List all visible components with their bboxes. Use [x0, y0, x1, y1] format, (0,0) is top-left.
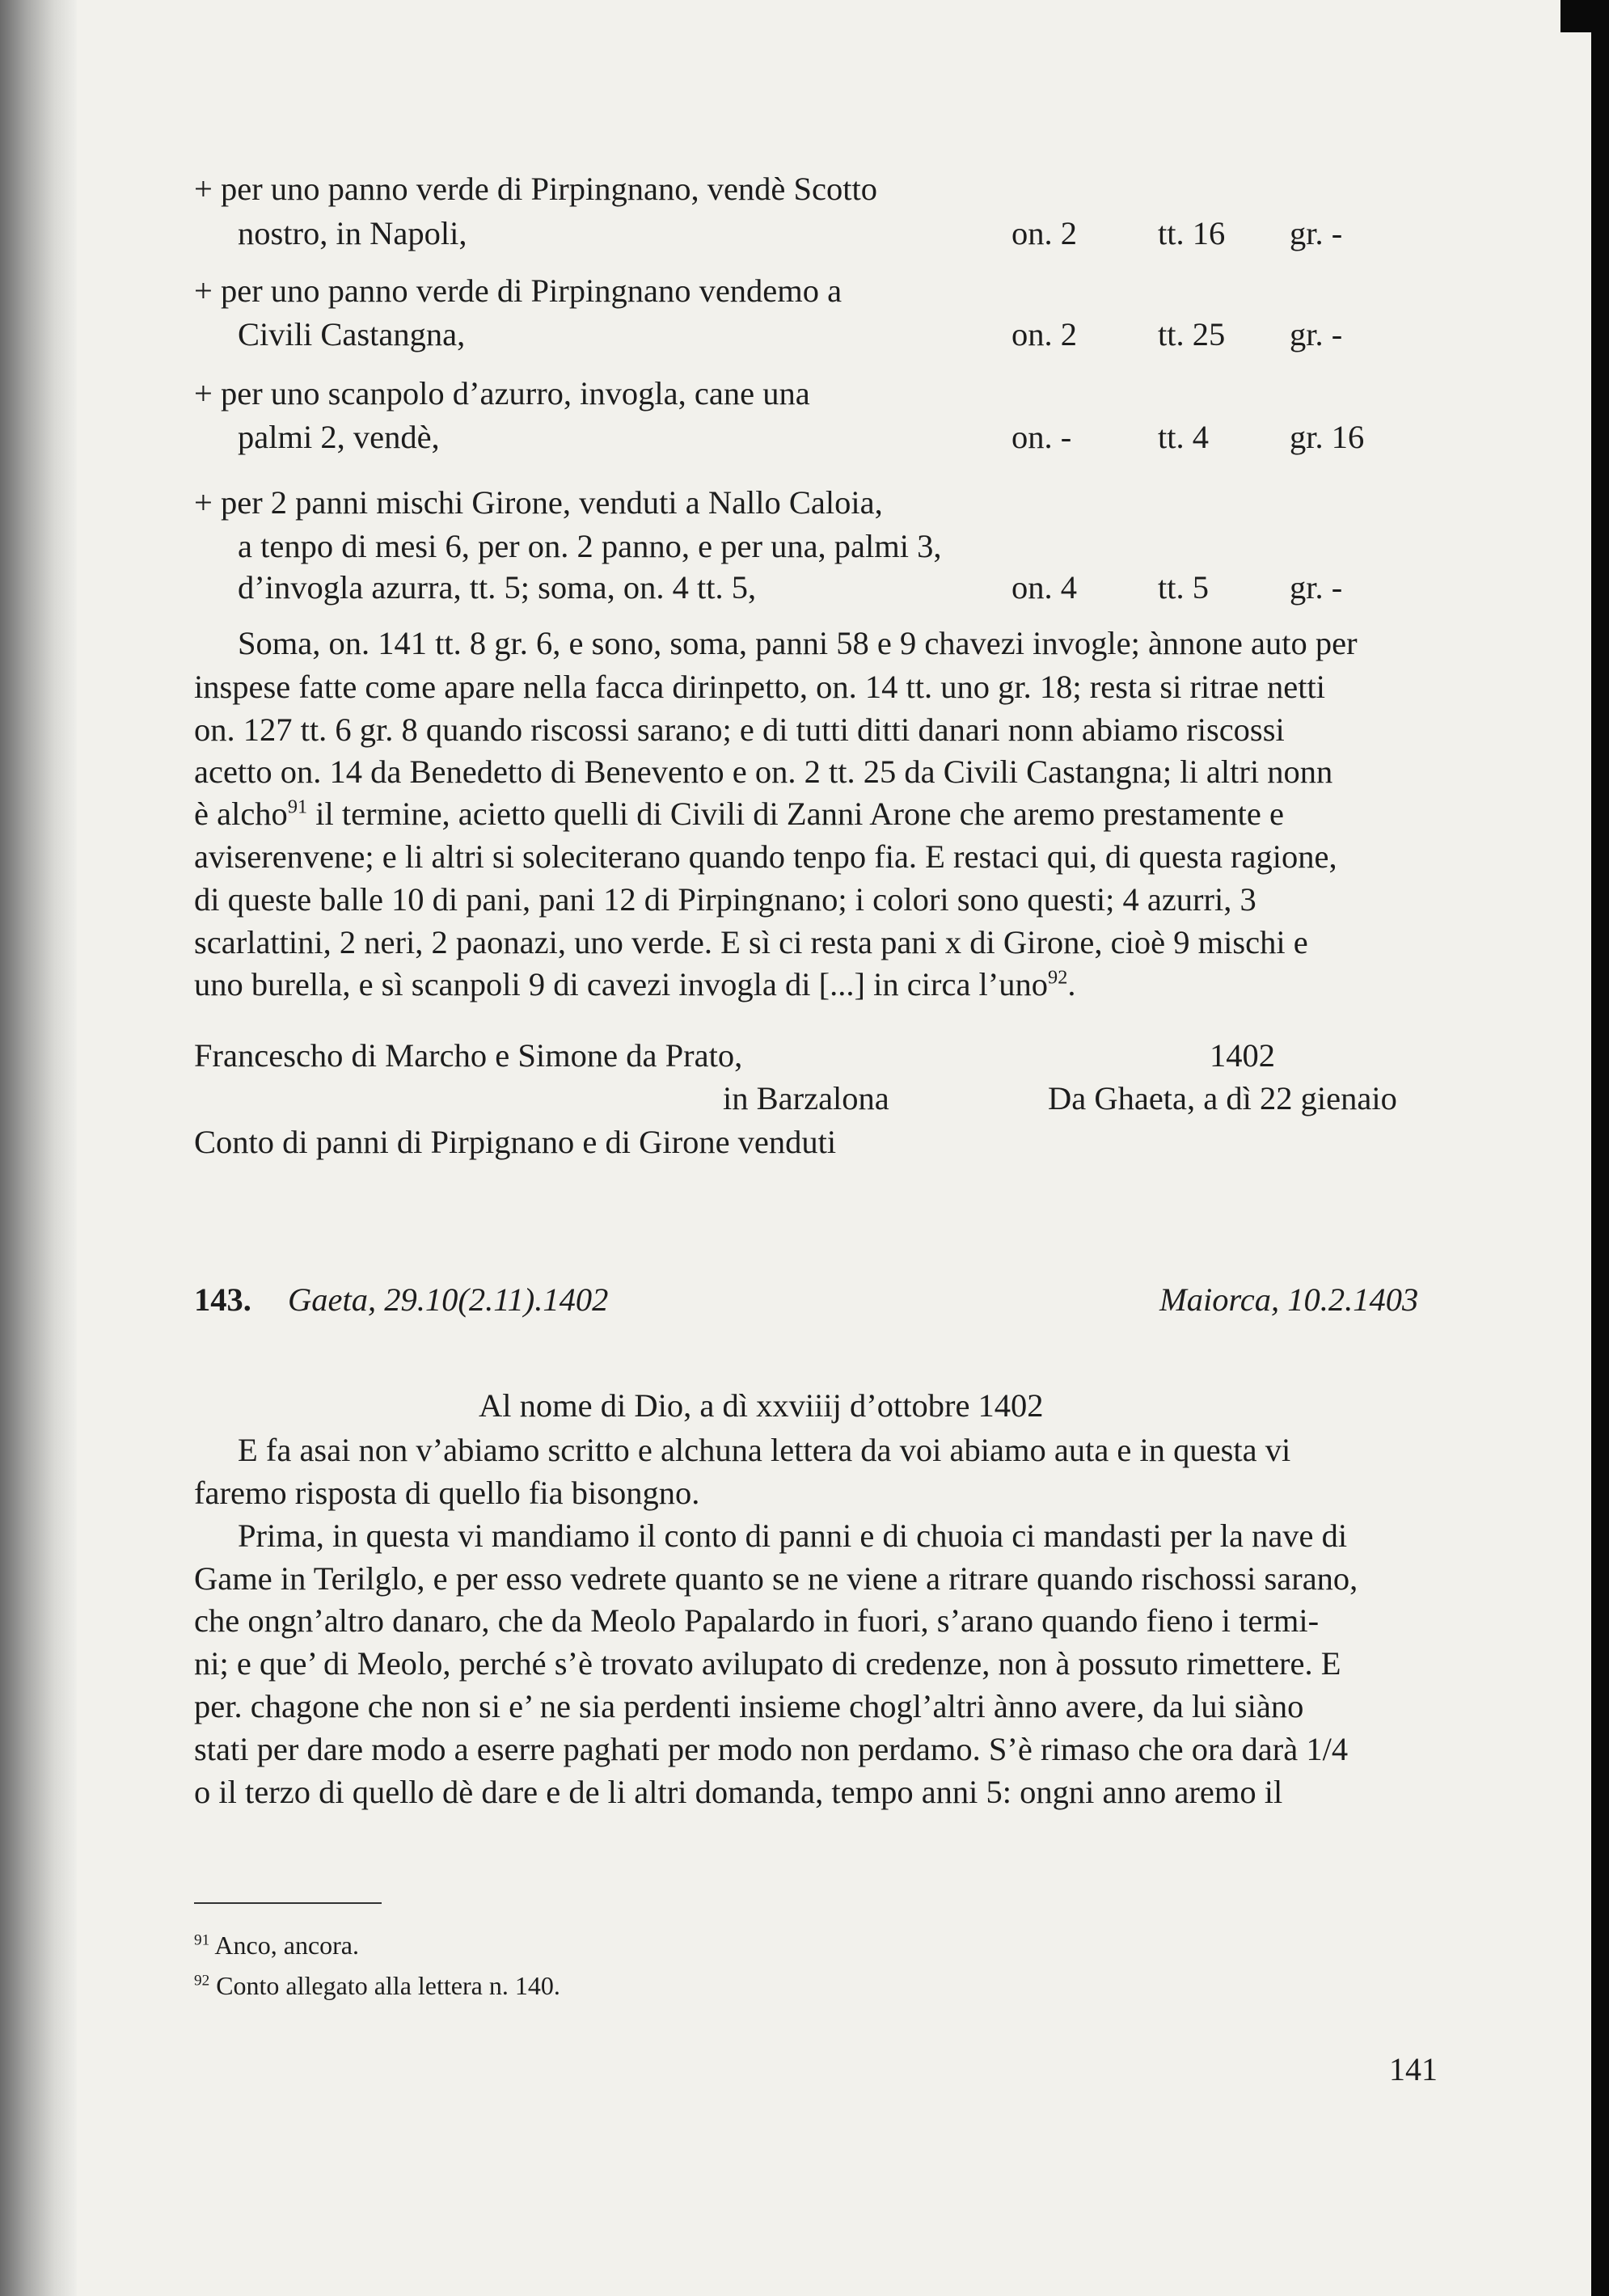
entry-1-tt: tt. 16	[1158, 215, 1226, 251]
letter-body-line-1: E fa asai non v’abiamo scritto e alchuna lettera da voi abiamo auta e in questa vi	[238, 1432, 1291, 1468]
entry-1-gr: gr. -	[1290, 215, 1343, 251]
soma-line-8: scarlattini, 2 neri, 2 paonazi, uno verde. E sì ci resta pani x di Girone, cioè 9 mischi e	[194, 924, 1308, 960]
entry-2-gr: gr. -	[1290, 316, 1343, 352]
entry-2-line-1: + per uno panno verde di Pirpingnano vendemo a	[194, 272, 843, 309]
entry-4-on: on. 4	[1011, 569, 1077, 606]
letter-body-line-4: Game in Terilglo, e per esso vedrete quanto se ne viene a ritrare quando rischossi sarano,	[194, 1560, 1358, 1597]
entry-4-tt: tt. 5	[1158, 569, 1210, 606]
entry-4-line-1: + per 2 panni mischi Girone, venduti a Nallo Caloia,	[194, 484, 883, 521]
entry-2-on: on. 2	[1011, 316, 1077, 352]
entry-3-gr: gr. 16	[1290, 419, 1365, 455]
entry-4-gr: gr. -	[1290, 569, 1343, 606]
letter-body-line-2: faremo risposta di quello fia bisongno.	[194, 1475, 700, 1511]
letter-origin: Gaeta, 29.10(2.11).1402	[288, 1281, 609, 1318]
letter-body-line-3: Prima, in questa vi mandiamo il conto di panni e di chuoia ci mandasti per la nave di	[238, 1517, 1348, 1554]
footnote-91-number: 91	[194, 1931, 210, 1949]
soma-line-6: aviserenvene; e li altri si soleciterano quando tenpo fia. E restaci qui, di questa ragione,	[194, 838, 1337, 875]
footnote-91-text: Anco, ancora.	[214, 1931, 359, 1960]
entry-1-line-1: + per uno panno verde di Pirpingnano, vendè Scotto	[194, 171, 878, 207]
entry-4-line-3: d’invogla azurra, tt. 5; soma, on. 4 tt. 5,	[238, 569, 757, 606]
entry-3-on: on. -	[1011, 419, 1072, 455]
letter-body-line-8: stati per dare modo a eserre paghati per modo non perdamo. S’è rimaso che ora darà 1/4	[194, 1731, 1349, 1767]
soma-line-3: on. 127 tt. 6 gr. 8 quando riscossi sarano; e di tutti ditti danari nonn abiamo riscossi	[194, 711, 1285, 748]
letter-body-line-6: ni; e que’ di Meolo, perché s’è trovato avilupato di credenze, non à possuto rimettere. E	[194, 1645, 1341, 1682]
page-number: 141	[1389, 2051, 1438, 2087]
soma-line-2: inspese fatte come apare nella facca dirinpetto, on. 14 tt. uno gr. 18; resta si ritrae netti	[194, 669, 1325, 705]
footnote-ref-92[interactable]: 92	[1048, 966, 1068, 989]
entry-4-line-2: a tenpo di mesi 6, per on. 2 panno, e per una, palmi 3,	[238, 528, 942, 564]
letter-number: 143.	[194, 1281, 251, 1318]
entry-2-tt: tt. 25	[1158, 316, 1226, 352]
entry-3-line-1: + per uno scanpolo d’azurro, invogla, cane una	[194, 375, 810, 412]
footnote-rule	[194, 1902, 382, 1904]
soma-line-1: Soma, on. 141 tt. 8 gr. 6, e sono, soma, panni 58 e 9 chavezi invogle; ànnone auto per	[238, 625, 1358, 661]
address-sender: Francescho di Marcho e Simone da Prato,	[194, 1037, 743, 1074]
footnote-92-text: Conto allegato alla lettera n. 140.	[216, 1971, 560, 2000]
soma-line-7: di queste balle 10 di pani, pani 12 di Pirpingnano; i colori sono questi; 4 azurri, 3	[194, 881, 1256, 918]
soma-line-5: è alcho$^{91}$ il termine, acietto quelli di Civili di Zanni Arone che aremo prestamente e	[194, 796, 1284, 832]
address-subject: Conto di panni di Pirpignano e di Girone venduti	[194, 1124, 837, 1160]
footnote-92	[194, 1969, 560, 2002]
entry-3-tt: tt. 4	[1158, 419, 1210, 455]
footnote-92-number: 92	[194, 1972, 210, 1990]
entry-2-line-2: Civili Castangna,	[238, 316, 466, 352]
letter-body-line-9: o il terzo di quello dè dare e de li altri domanda, tempo anni 5: ongni anno aremo il	[194, 1774, 1283, 1810]
address-place: in Barzalona	[723, 1080, 889, 1116]
letter-body-line-7: per. chagone che non si e’ ne sia perdenti insieme chogl’altri ànno avere, da lui siàno	[194, 1688, 1304, 1724]
letter-heading: Al nome di Dio, a dì xxviiij d’ottobre 1402	[479, 1387, 1044, 1424]
entry-1-on: on. 2	[1011, 215, 1077, 251]
address-dateline: Da Ghaeta, a dì 22 gienaio	[1048, 1080, 1397, 1116]
address-year: 1402	[1210, 1037, 1275, 1074]
soma-line-4: acetto on. 14 da Benedetto di Benevento e on. 2 tt. 25 da Civili Castangna; li altri nonn	[194, 753, 1333, 790]
letter-body-line-5: che ongn’altro danaro, che da Meolo Papalardo in fuori, s’arano quando fieno i termi-	[194, 1602, 1320, 1639]
entry-1-line-2: nostro, in Napoli,	[238, 215, 467, 251]
entry-3-line-2: palmi 2, vendè,	[238, 419, 440, 455]
soma-line-9: uno burella, e sì scanpoli 9 di cavezi invogla di [...] in circa l’uno$^{92}$.	[194, 966, 1076, 1002]
letter-destination: Maiorca, 10.2.1403	[1159, 1281, 1419, 1318]
footnote-91	[194, 1929, 359, 1961]
footnote-ref-91[interactable]: 91	[287, 796, 308, 818]
